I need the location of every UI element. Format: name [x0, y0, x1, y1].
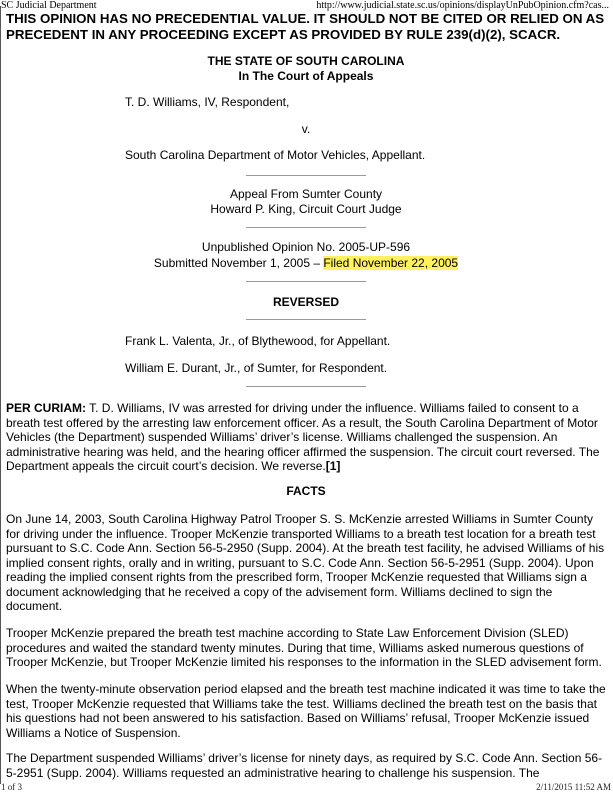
facts-paragraph-4: The Department suspended Williams’ driver’s license for ninety days, as required by S.C. Code Ann. Section 56-5-2951 (Supp. 2004). Williams requested an administrative hearing to challenge his suspension. The	[6, 751, 603, 780]
divider-1	[246, 175, 366, 176]
divider-5	[246, 386, 366, 387]
print-timestamp: 2/11/2015 11:52 AM	[536, 782, 611, 792]
opinion-number: Unpublished Opinion No. 2005-UP-596	[201, 240, 411, 254]
disposition: REVERSED	[272, 295, 340, 309]
submitted-date: Submitted November 1, 2005 –	[153, 256, 324, 270]
opinion-dates	[6, 256, 606, 271]
footnote-link[interactable]: [1]	[325, 459, 341, 473]
browser-page-title: SC Judicial Department	[1, 0, 97, 11]
appeal-judge: Howard P. King, Circuit Court Judge	[210, 202, 402, 216]
facts-paragraph-3: When the twenty-minute observation period elapsed and the breath test machine indicated it was time to take the test, Trooper McKenzie requested that Williams take the test. Williams declined the breath test on the basis that his questions had not been answered to his satisfaction. Based on Williams’ refusal, Trooper McKenzie issued Williams a Notice of Suspension.	[6, 682, 606, 740]
appellant-party: South Carolina Department of Motor Vehicles, Appellant.	[125, 148, 426, 162]
versus: v.	[301, 122, 311, 136]
browser-page-url: http://www.judicial.state.sc.us/opinions/displayUnPubOpinion.cfm?cas...	[316, 0, 609, 11]
per-curiam-label: PER CURIAM:	[6, 401, 86, 415]
divider-4	[246, 319, 366, 320]
counsel-respondent: William E. Durant, Jr., of Sumter, for Respondent.	[125, 361, 388, 375]
court-state: THE STATE OF SOUTH CAROLINA	[207, 54, 405, 68]
facts-paragraph-2: Trooper McKenzie prepared the breath test machine according to State Law Enforcement Division (SLED) procedures and waited the standard twenty minutes. During that time, Williams asked numerous questions of Trooper McKenzie, but Trooper McKenzie limited his responses to the information in the SLED advisement form.	[6, 626, 602, 669]
per-curiam-paragraph	[6, 401, 606, 474]
page-left-border	[0, 6, 1, 784]
counsel-appellant: Frank L. Valenta, Jr., of Blythewood, for Appellant.	[125, 334, 391, 348]
divider-3	[246, 281, 366, 282]
facts-paragraph-1: On June 14, 2003, South Carolina Highway Patrol Trooper S. S. McKenzie arrested Williams in Sumter County for driving under the influence. Trooper McKenzie transported Williams to a breath test location for a breath test pursuant to S.C. Code Ann. Section 56-5-2950 (Supp. 2004). At the breath test facility, he advised Williams of his implied consent rights, orally and in writing, pursuant to S.C. Code Ann. Section 56-5-2951 (Supp. 2004). Upon reading the implied consent rights from the prescribed form, Trooper McKenzie requested that Williams sign a document acknowledging that he received a copy of the advisement form. Williams declined to sign the document.	[6, 512, 605, 613]
appeal-from: Appeal From Sumter County	[229, 187, 383, 201]
precedential-notice: THIS OPINION HAS NO PRECEDENTIAL VALUE. IT SHOULD NOT BE CITED OR RELIED ON AS PRECEDENT IN ANY PROCEEDING EXCEPT AS PROVIDED BY RULE 239(d)(2), SCACR.	[6, 11, 605, 42]
facts-heading: FACTS	[286, 484, 326, 498]
divider-2	[246, 227, 366, 228]
page-count: 1 of 3	[1, 782, 22, 792]
respondent-party: T. D. Williams, IV, Respondent,	[125, 95, 290, 109]
per-curiam-text: T. D. Williams, IV was arrested for driving under the influence. Williams failed to consent to a breath test offered by the arresting law enforcement officer. As a result, the South Carolina Department of Motor Vehicles (the Department) suspended Williams’ driver’s license. Williams challenged the suspension. An administrative hearing was held, and the hearing officer affirmed the suspension. The circuit court reversed. The Department appeals the circuit court’s decision. We reverse.	[6, 401, 600, 473]
court-name: In The Court of Appeals	[238, 69, 374, 83]
filed-date-highlight: Filed November 22, 2005	[323, 256, 459, 270]
